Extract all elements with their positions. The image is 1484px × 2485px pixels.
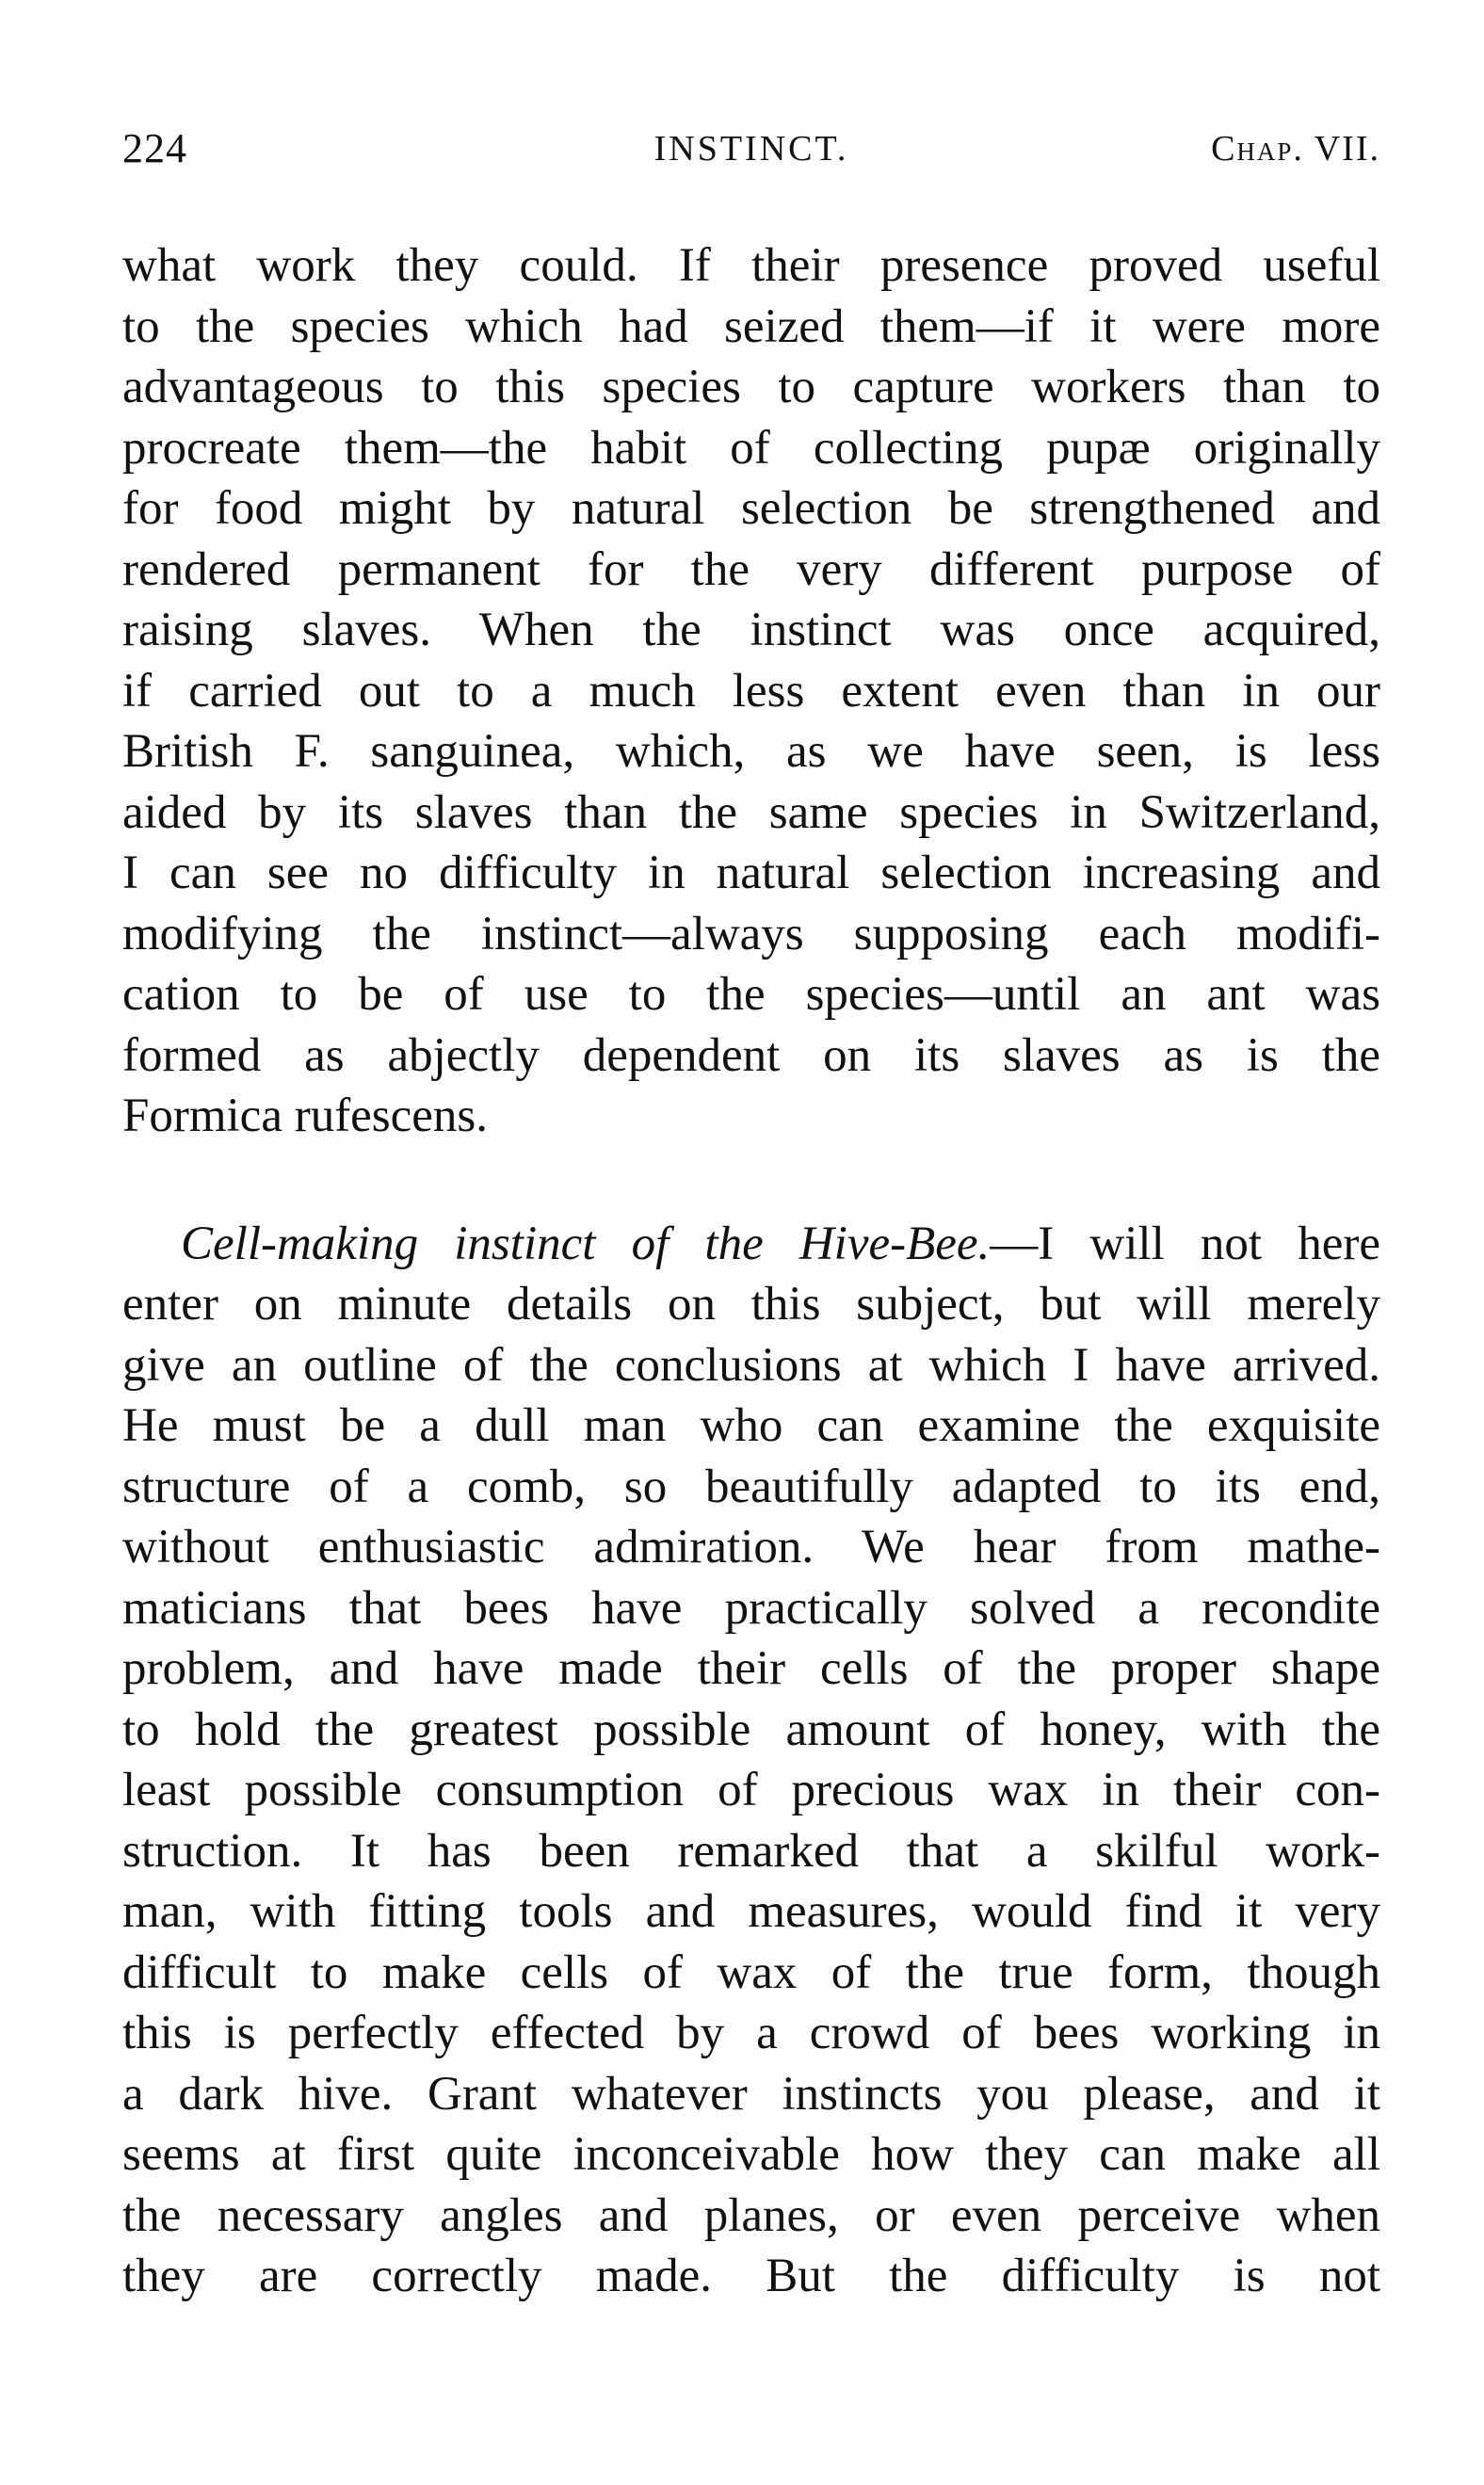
text-line: enter on minute details on this subject, but will merely: [122, 1278, 1380, 1331]
text-line: to hold the greatest possible amount of honey, with the: [122, 1702, 1380, 1756]
text-line: give an outline of the conclusions at which I have arrived.: [122, 1338, 1380, 1392]
text-line: what work they could. If their presence proved useful: [122, 239, 1380, 292]
text-line: I can see no difficulty in natural selection increasing and: [122, 847, 1380, 899]
page-number: 224: [122, 125, 187, 171]
text-line: man, with fitting tools and measures, would find it very: [122, 1885, 1380, 1938]
text-line: modifying the instinct—always supposing each modifi-: [122, 907, 1380, 960]
text-line: if carried out to a much less extent even than in our: [122, 664, 1380, 718]
text-line: aided by its slaves than the same species in Switzerland,: [122, 785, 1380, 839]
text-line: problem, and have made their cells of the proper shape: [122, 1642, 1380, 1695]
text-line: procreate them—the habit of collecting pupæ originally: [122, 421, 1380, 475]
chapter-reference: Chap. VII.: [1211, 129, 1380, 169]
text-line: a dark hive. Grant whatever instincts you please, and it: [122, 2067, 1380, 2121]
text-line: struction. It has been remarked that a skilful work-: [122, 1824, 1380, 1878]
text-line: without enthusiastic admiration. We hear from mathe-: [122, 1521, 1380, 1573]
text-line: cation to be of use to the species—until an ant was: [122, 968, 1380, 1021]
heading-continuation: —I will not here: [990, 1217, 1380, 1270]
paragraph-slave-making: [122, 235, 1380, 1147]
section-heading: Cell-making instinct of the Hive-Bee.: [181, 1217, 991, 1270]
text-line: structure of a comb, so beautifully adapted to its end,: [122, 1460, 1380, 1513]
text-line: advantageous to this species to capture workers than to: [122, 361, 1380, 413]
text-line: this is perfectly effected by a crowd of bees working in: [122, 2007, 1380, 2059]
text-line: seems at first quite inconceivable how they can make all: [122, 2128, 1380, 2181]
text-line: raising slaves. When the instinct was once acquired,: [122, 604, 1380, 656]
paragraph-hive-bee: [122, 1214, 1380, 2307]
text-line: to the species which had seized them—if it were more: [122, 299, 1380, 353]
text-line: maticians that bees have practically solved a recondite: [122, 1581, 1380, 1635]
running-head: [122, 121, 1380, 177]
text-line: formed as abjectly dependent on its slaves as is the: [122, 1028, 1380, 1082]
chapter-title: INSTINCT.: [653, 129, 849, 169]
text-line: British F. sanguinea, which, as we have seen, is less: [122, 725, 1380, 778]
text-line: least possible consumption of precious wax in their con-: [122, 1764, 1380, 1816]
text-line: they are correctly made. But the difficulty is not: [122, 2250, 1380, 2302]
body-text: [122, 235, 1380, 2307]
text-line: the necessary angles and planes, or even perceive when: [122, 2188, 1380, 2242]
text-line: difficult to make cells of wax of the true form, though: [122, 1945, 1380, 1999]
paragraph-spacer: [122, 1147, 1380, 1214]
text-line: rendered permanent for the very different purpose of: [122, 542, 1380, 596]
text-line: Formica rufescens.: [122, 1089, 489, 1142]
text-line: He must be a dull man who can examine the exquisite: [122, 1399, 1380, 1452]
text-line: for food might by natural selection be strengthened and: [122, 482, 1380, 535]
text-line-first: [122, 1214, 1380, 1275]
